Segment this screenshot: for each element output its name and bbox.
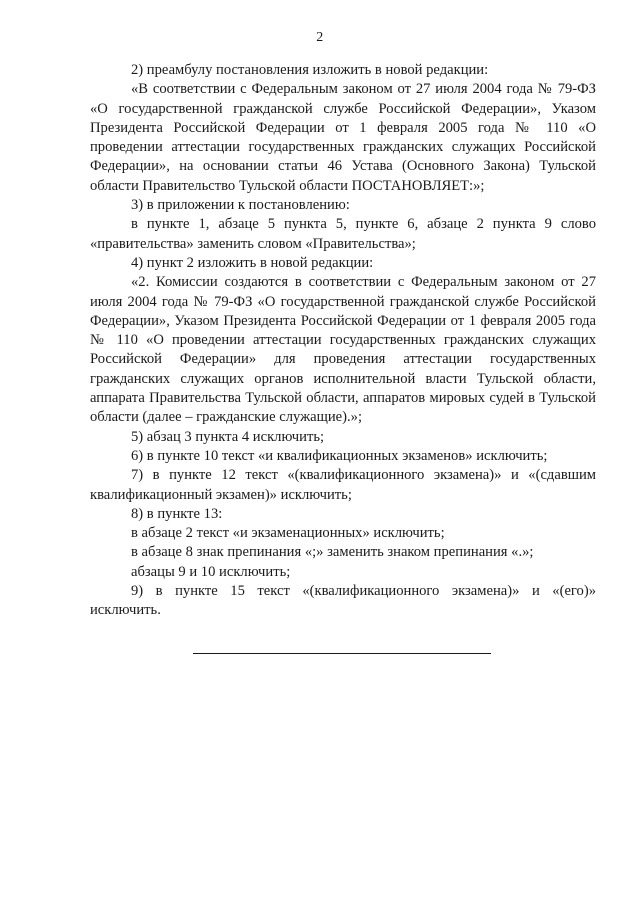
paragraph-item8-sub1: в абзаце 2 текст «и экзаменационных» исключить;: [131, 525, 445, 542]
document-body: [90, 61, 596, 621]
page-number: 2: [316, 30, 324, 45]
paragraph-item8-sub3: абзацы 9 и 10 исключить;: [131, 563, 291, 580]
paragraph-item8-intro: 8) в пункте 13:: [131, 505, 223, 522]
paragraph-appendix-word-replace: в пункте 1, абзаце 5 пункта 5, пункте 6, абзаце 2 пункта 9 слово «правительства» заменить словом «Правительства»;: [90, 216, 596, 252]
paragraph-preamble-text: «В соответствии с Федеральным законом от 27 июля 2004 года № 79-ФЗ «О государственной гражданской службе Российской Федерации», Указом Президента Российской Федерации от 1 февраля 2005 года № 110 «О проведении аттестации государственных гражданских служащих Российской Федерации», на основании статьи 46 Устава (Основного Закона) Тульской области Правительство Тульской области ПОСТАНОВЛЯЕТ:»;: [90, 81, 596, 194]
paragraph-item2-intro: 4) пункт 2 изложить в новой редакции:: [131, 254, 374, 271]
paragraph-item2-text: «2. Комиссии создаются в соответствии с Федеральным законом от 27 июля 2004 года № 79-ФЗ «О государственной гражданской службе Российской Федерации», Указом Президента Российской Федерации от 1 февраля 2005 года № 110 «О проведении аттестации государственных гражданских служащих Российской Федерации» для проведения аттестации государственных гражданских служащих органов исполнительной власти Тульской области, аппарата Правительства Тульской области, аппаратов мировых судей в Тульской области (далее – гражданские служащие).»;: [90, 274, 596, 426]
paragraph-item7: 7) в пункте 12 текст «(квалификационного экзамена)» и «(сдавшим квалификационный экзамен)» исключить;: [90, 467, 596, 503]
paragraph-item5: 5) абзац 3 пункта 4 исключить;: [131, 428, 325, 445]
end-divider-line: [193, 653, 491, 654]
paragraph-item9: 9) в пункте 15 текст «(квалификационного экзамена)» и «(его)» исключить.: [90, 583, 596, 619]
paragraph-preamble-intro: 2) преамбулу постановления изложить в новой редакции:: [131, 62, 489, 78]
paragraph-item6: 6) в пункте 10 текст «и квалификационных экзаменов» исключить;: [131, 447, 548, 464]
paragraph-appendix-intro: 3) в приложении к постановлению:: [131, 197, 350, 214]
paragraph-item8-sub2: в абзаце 8 знак препинания «;» заменить знаком препинания «.»;: [131, 544, 534, 561]
